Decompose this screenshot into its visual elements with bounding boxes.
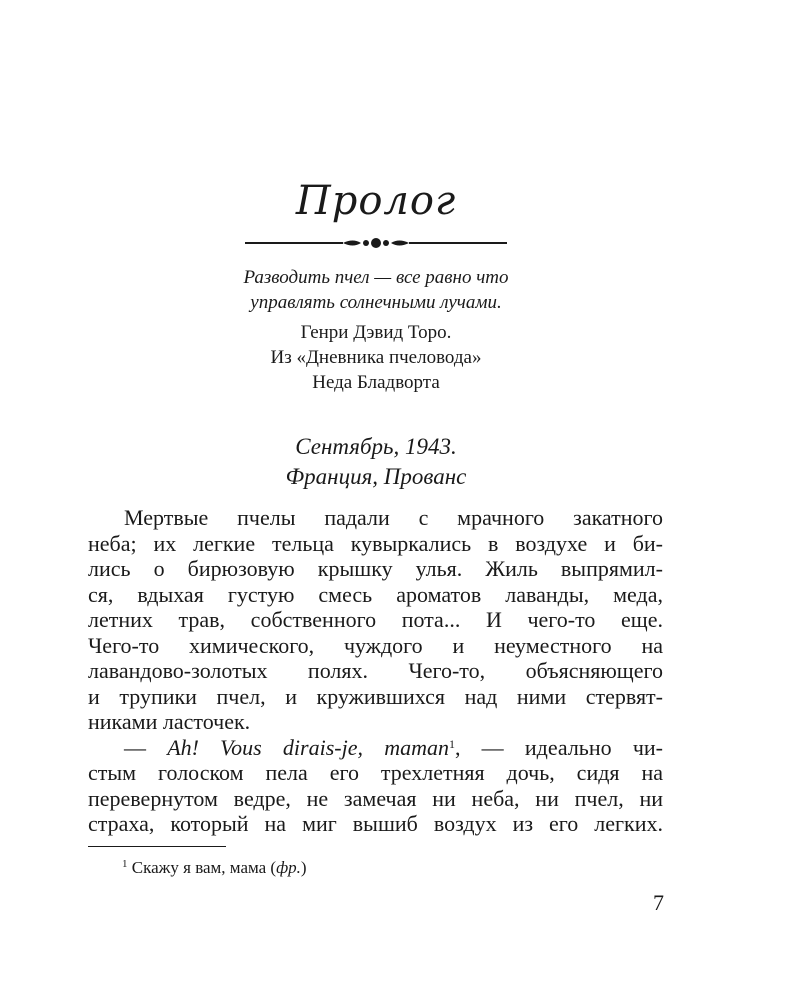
chapter-title: Пролог [295,178,457,224]
footnote-close: ) [300,858,307,877]
epigraph-attribution [0,320,752,395]
footnote-lang: фр. [276,858,301,877]
epigraph-attribution-line: Генри Дэвид Торо. [300,322,452,343]
page-number: 7 [653,890,664,915]
ornament-divider [245,235,507,251]
epigraph-attribution-line: Из «Дневника пчеловода» [270,347,482,368]
body-line: перевернутом ведре, не замечая ни неба, ни пчел, ни [88,785,663,811]
line-rest: , — идеально чи- [454,734,663,760]
body-text [88,505,663,837]
body-line: летних трав, собственного пота... И чего-то еще. [88,607,663,632]
epigraph [0,265,752,395]
epigraph-quote-line: Разводить пчел — все равно что [243,267,509,288]
footnote-ref[interactable]: 1 [448,736,455,751]
footnote-text: Скажу я вам, мама ( [131,858,277,877]
body-line: Чего-то химического, чуждого и неуместного на [88,632,663,658]
body-line: и трупики пчел, и кружившихся над ними стервят- [88,683,663,709]
body-line: неба; их легкие тельца кувыркались в воздухе и би- [88,530,663,556]
epigraph-quote [0,265,752,315]
footnote-marker: 1 [122,858,128,870]
body-line: лавандово-золотых полях. Чего-то, объясняющего [88,658,663,683]
epigraph-quote-line: управлять солнечными лучами. [250,292,502,313]
setting-date: Сентябрь, 1943. [295,434,457,459]
body-line: ся, вдыхая густую смесь ароматов лаванды, меда, [88,581,663,607]
footnote-divider [88,846,226,847]
setting-place: Франция, Прованс [285,464,467,489]
body-line: стым голоском пела его трехлетняя дочь, сидя на [88,760,663,785]
epigraph-attribution-line: Неда Бладворта [312,372,440,393]
body-line: Мертвые пчелы падали с мрачного закатного [124,505,663,530]
dash: — [124,734,168,760]
song-quote: Ah! Vous dirais-je, maman [167,734,449,760]
body-line: страха, который на миг вышиб воздух из его легких. [88,811,663,836]
body-line: никами ласточек. [88,709,251,734]
body-line: лись о бирюзовую крышку улья. Жиль выпрямил- [88,556,663,581]
footnote [122,857,307,879]
setting-heading [0,432,752,492]
body-line-quote [88,735,663,761]
